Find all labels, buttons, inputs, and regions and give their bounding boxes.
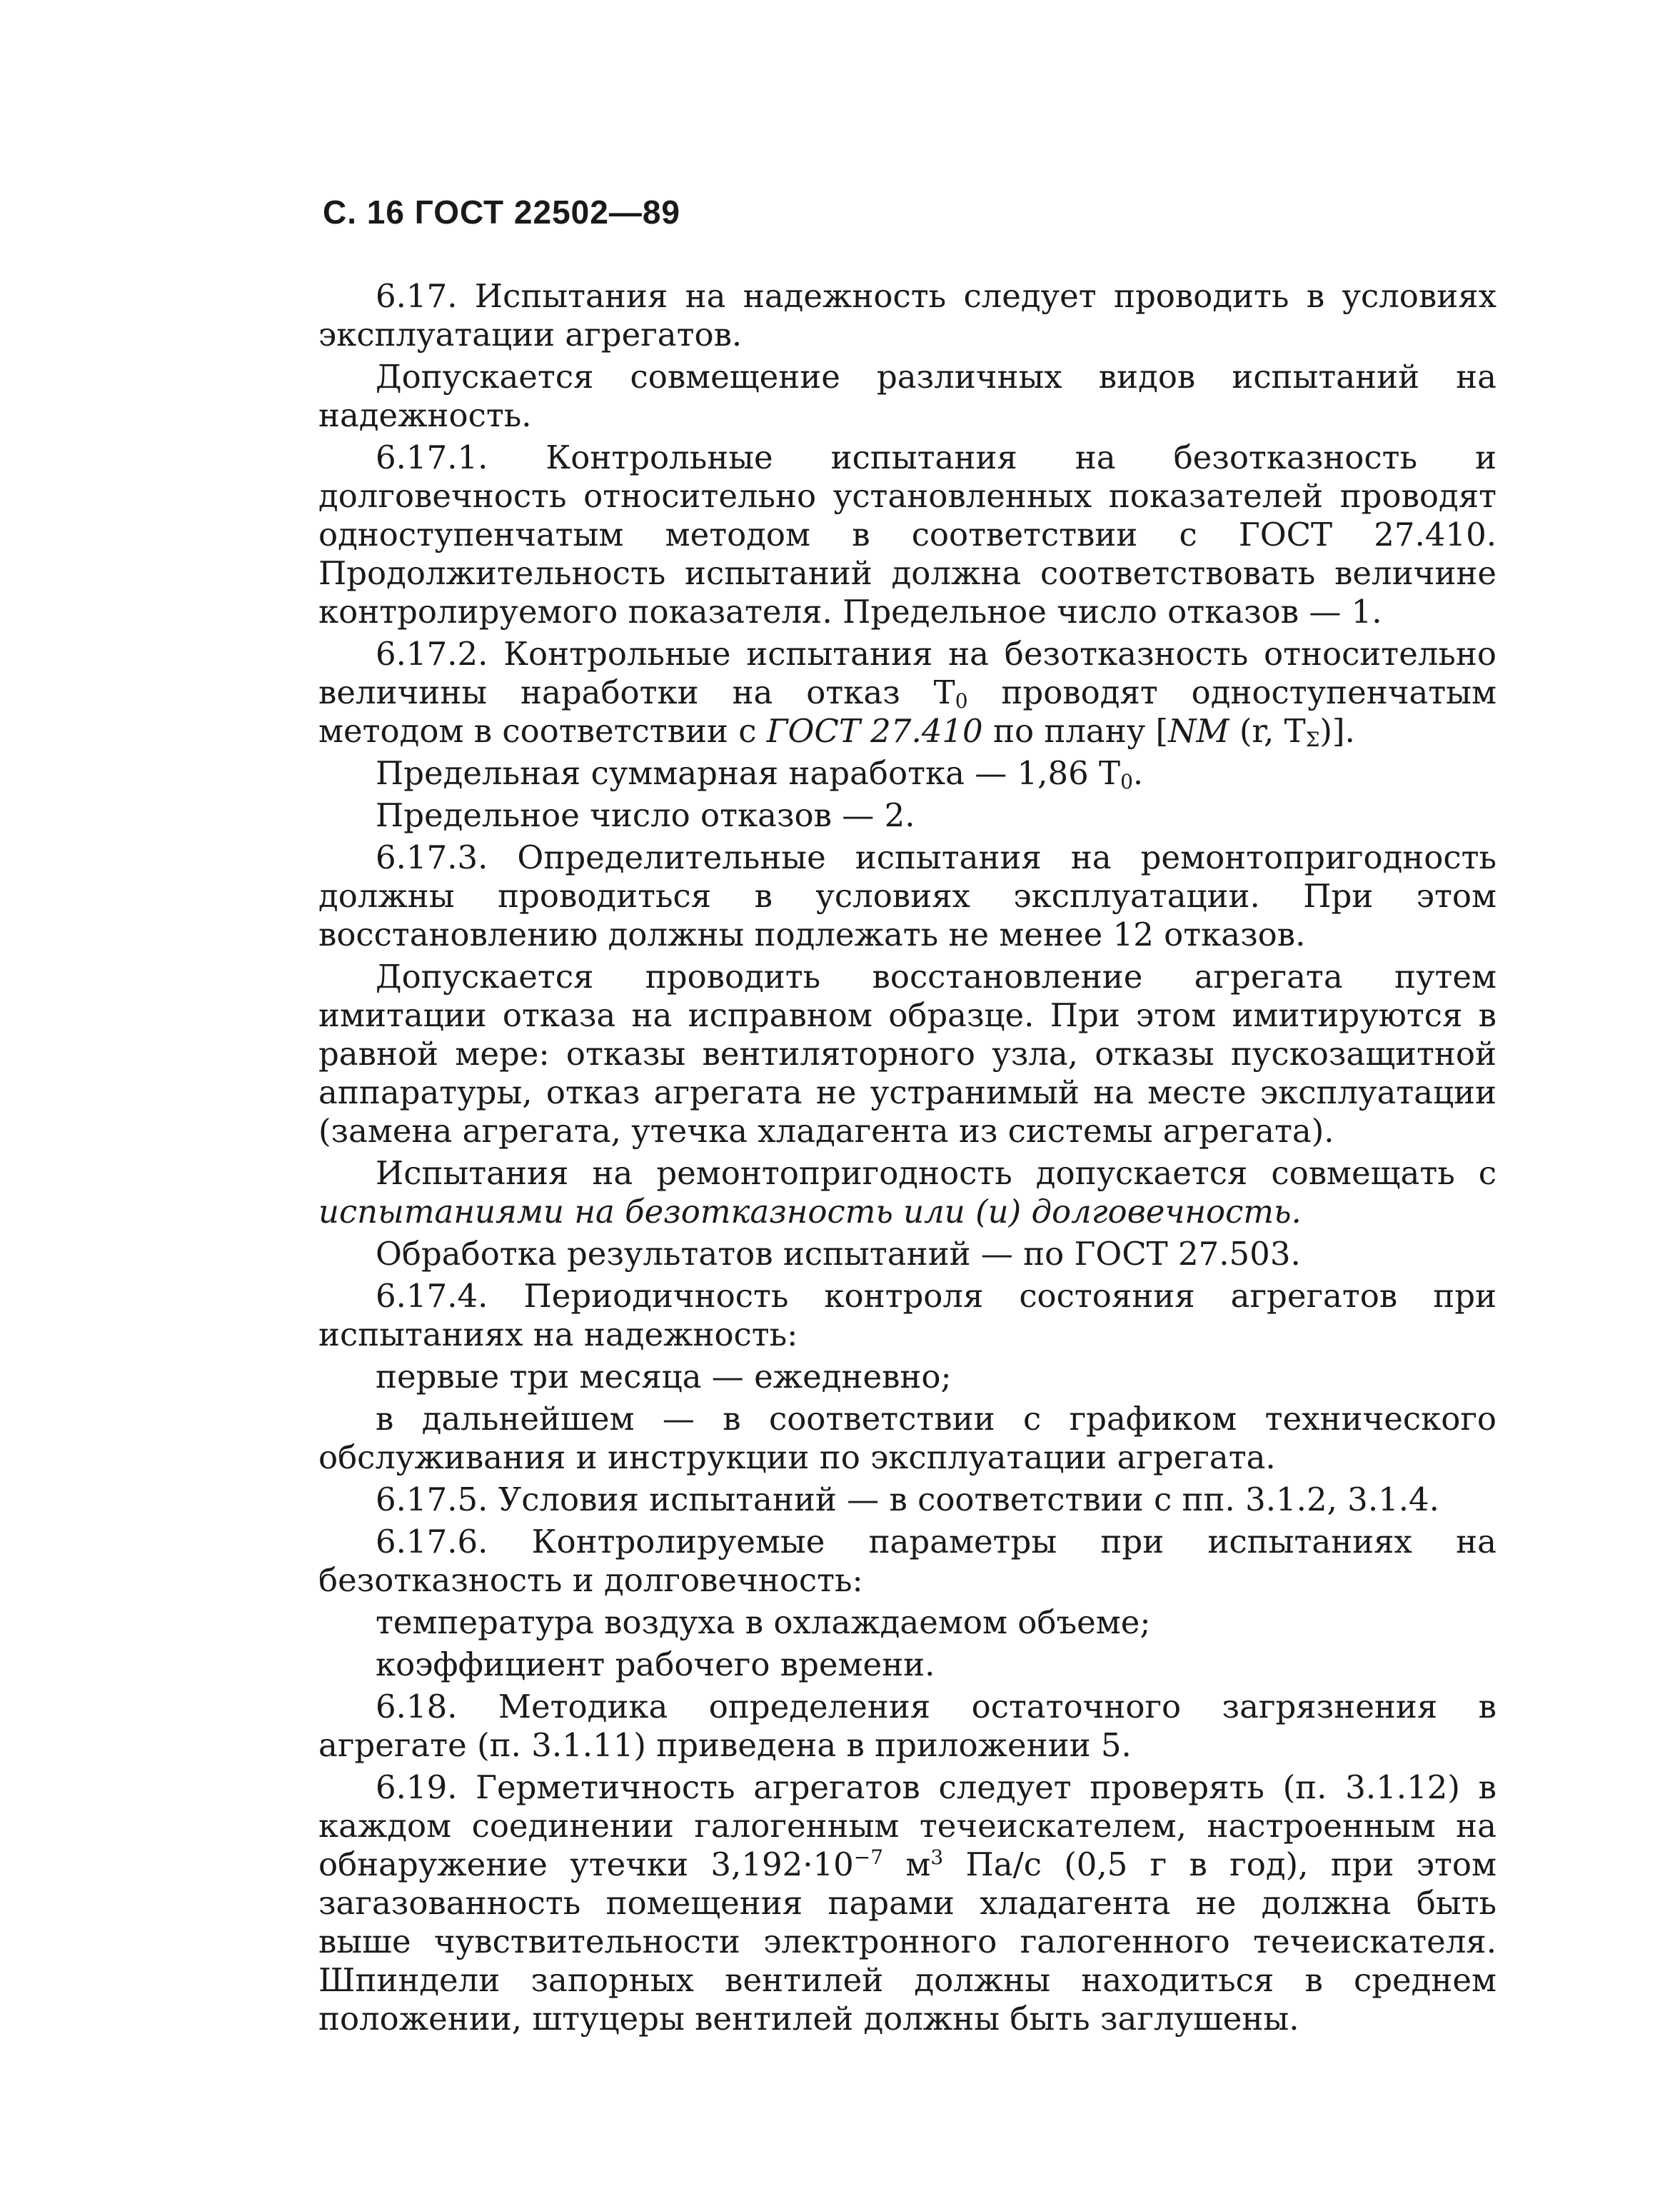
paragraph-limit-runtime xyxy=(318,754,1497,793)
paragraph-6-17-5: 6.17.5. Условия испытаний — в соответствии с пп. 3.1.2, 3.1.4. xyxy=(376,1481,1439,1518)
text-span: )]. xyxy=(1319,712,1355,750)
page-header: С. 16 ГОСТ 22502—89 xyxy=(323,194,681,231)
text-span: (r, T xyxy=(1229,712,1306,750)
subscript-sigma: Σ xyxy=(1305,728,1320,751)
paragraph-processing: Обработка результатов испытаний — по ГОСТ 27.503. xyxy=(376,1235,1301,1273)
text-span: м xyxy=(883,1845,931,1883)
paragraph-6-17-3: 6.17.3. Определительные испытания на ремонтопригодность должны проводиться в условиях эксплуатации. При этом восстановлению должны подлежать не менее 12 отказов. xyxy=(318,838,1497,953)
text-span: Па/с (0,5 г в год), при этом загазованность помещения парами хладагента не должна быть выше чувствительности электронного галогенного течеискателя. Шпиндели запорных вентилей должны находиться в среднем положении, штуцеры вентилей должны быть заглушены. xyxy=(318,1845,1497,2038)
list-item-first-months: первые три месяца — ежедневно; xyxy=(376,1358,952,1396)
paragraph-6-17-2 xyxy=(318,635,1497,751)
italic-span: испытаниями на безотказность или (и) долговечность. xyxy=(318,1193,1302,1231)
paragraph-combination: Допускается совмещение различных видов испытаний на надежность. xyxy=(318,358,1497,434)
paragraph-combine-tests xyxy=(318,1154,1497,1231)
subscript-zero: 0 xyxy=(955,689,968,713)
paragraph-6-17: 6.17. Испытания на надежность следует проводить в условиях эксплуатации агрегатов. xyxy=(318,277,1497,354)
text-span: проводят одноступенчатым методом в соответствии с xyxy=(318,673,1497,750)
superscript-exponent: −7 xyxy=(853,1845,884,1869)
paragraph-imitation: Допускается проводить восстановление агрегата путем имитации отказа на исправном образце. При этом имитируются в равной мере: отказы вентиляторного узла, отказы пускозащитной аппаратуры, отказ агрегата не устранимый на месте эксплуатации (замена агрегата, утечка хладагента из системы агрегата). xyxy=(318,958,1497,1150)
text-span: 6.17.2. Контрольные испытания на безотказность относительно величины наработки на отказ T xyxy=(318,635,1497,711)
paragraph-6-17-1: 6.17.1. Контрольные испытания на безотказность и долговечность относительно установленных показателей проводят одноступенчатым методом в соответствии с ГОСТ 27.410. Продолжительность испытаний должна соответствовать величине контролируемого показателя. Предельное число отказов — 1. xyxy=(318,439,1497,631)
document-body xyxy=(318,277,1497,2042)
list-item-later: в дальнейшем — в соответствии с графиком технического обслуживания и инструкции по эксплуатации агрегата. xyxy=(318,1400,1497,1476)
text-span: по плану [ xyxy=(982,712,1169,750)
list-item-coefficient: коэффициент рабочего времени. xyxy=(376,1646,935,1683)
text-span: Предельная суммарная наработка — 1,86 T xyxy=(376,754,1121,792)
italic-span: ГОСТ 27.410 xyxy=(766,712,983,750)
text-span: . xyxy=(1132,754,1144,792)
paragraph-6-17-6: 6.17.6. Контролируемые параметры при испытаниях на безотказность и долговечность: xyxy=(318,1523,1497,1599)
superscript-cube: 3 xyxy=(930,1845,944,1869)
paragraph-6-17-4: 6.17.4. Периодичность контроля состояния агрегатов при испытаниях на надежность: xyxy=(318,1277,1497,1353)
list-item-temperature: температура воздуха в охлаждаемом объеме; xyxy=(376,1603,1151,1641)
paragraph-6-19 xyxy=(318,1768,1497,2038)
subscript-zero: 0 xyxy=(1120,770,1133,793)
paragraph-limit-failures: Предельное число отказов — 2. xyxy=(376,796,915,834)
text-span: Испытания на ремонтопригодность допускается совмещать с xyxy=(376,1154,1497,1192)
text-span: 6.19. Герметичность агрегатов следует проверять (п. 3.1.12) в каждом соединении галогенным течеискателем, настроенным на обнаружение утечки 3,192·10 xyxy=(318,1768,1497,1883)
paragraph-6-18: 6.18. Методика определения остаточного загрязнения в агрегате (п. 3.1.11) приведена в приложении 5. xyxy=(318,1688,1497,1764)
italic-span: NM xyxy=(1168,712,1229,750)
